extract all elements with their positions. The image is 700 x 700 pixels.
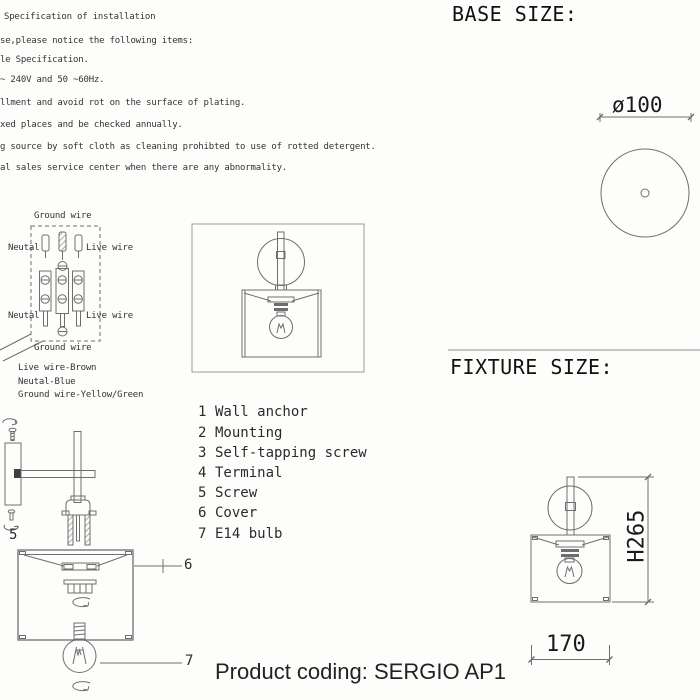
parts-list-item xyxy=(198,426,282,441)
part-label: Screw xyxy=(215,485,258,501)
parts-list-item xyxy=(198,506,257,521)
live-wire-bottom-label: Live wire xyxy=(86,311,133,321)
rotate-arrow-icon xyxy=(3,419,17,425)
assembled-lamp-drawing xyxy=(192,224,364,372)
screw-icon xyxy=(58,262,67,271)
spec-line: ~ 240V and 50 ~60Hz. xyxy=(0,75,105,85)
parts-list-item xyxy=(198,405,308,420)
parts-list-item xyxy=(198,527,282,542)
screw-icon xyxy=(9,428,16,440)
part-number: 1 xyxy=(198,404,207,420)
spec-line: llment and avoid rot on the surface of plating. xyxy=(0,98,246,108)
live-wire-top-label: Live wire xyxy=(86,243,133,253)
ground-wire-bottom-label: Ground wire xyxy=(34,343,92,353)
fixture-height-dimension: H265 xyxy=(624,509,650,563)
part-label: Wall anchor xyxy=(215,404,308,420)
callout-cover: 6 xyxy=(184,557,193,573)
rotate-arrow-icon xyxy=(73,682,90,691)
screw-icon xyxy=(58,327,67,336)
rotate-arrow-icon xyxy=(73,598,90,607)
part-label: E14 bulb xyxy=(215,526,283,542)
neutral-top-label: Neutal xyxy=(8,243,40,253)
part-number: 7 xyxy=(198,526,207,542)
part-label: Terminal xyxy=(215,465,283,481)
part-label: Mounting xyxy=(215,425,283,441)
ground-wire-top-label: Ground wire xyxy=(34,211,92,221)
fixture-size-heading: FIXTURE SIZE: xyxy=(450,355,614,379)
base-diameter-dimension: ø100 xyxy=(612,93,663,117)
part-number: 4 xyxy=(198,465,207,481)
parts-list-item xyxy=(198,486,257,501)
base-size-heading: BASE SIZE: xyxy=(452,2,578,26)
fixture-width-dimension: 170 xyxy=(546,632,586,657)
spec-line: xed places and be checked annually. xyxy=(0,120,183,130)
legend-ground-wire: Ground wire-Yellow/Green xyxy=(18,390,144,400)
spec-line: Specification of installation xyxy=(4,12,156,22)
part-number: 5 xyxy=(198,485,207,501)
part-label: Self-tapping screw xyxy=(215,445,367,461)
cover-and-bulb-drawing xyxy=(18,550,182,691)
parts-list-item xyxy=(198,446,367,461)
spec-line: g source by soft cloth as cleaning prohibted to use of rotted detergent. xyxy=(0,142,376,152)
part-number: 3 xyxy=(198,445,207,461)
spec-line: le Specification. xyxy=(0,55,89,65)
part-label: Cover xyxy=(215,505,258,521)
base-plate-drawing xyxy=(597,113,694,237)
part-number: 2 xyxy=(198,425,207,441)
legend-neutral: Neutal-Blue xyxy=(18,377,76,387)
spec-line: se,please notice the following items: xyxy=(0,36,194,46)
part-number: 6 xyxy=(198,505,207,521)
parts-list-item xyxy=(198,466,282,481)
product-coding: Product coding: SERGIO AP1 xyxy=(215,659,507,684)
callout-bulb: 7 xyxy=(185,653,194,669)
callout-screw: 5 xyxy=(9,527,18,543)
neutral-bottom-label: Neutal xyxy=(8,311,40,321)
legend-live-wire: Live wire-Brown xyxy=(18,363,97,373)
screw-icon xyxy=(8,510,14,520)
spec-line: al sales service center when there are any abnormality. xyxy=(0,163,288,173)
